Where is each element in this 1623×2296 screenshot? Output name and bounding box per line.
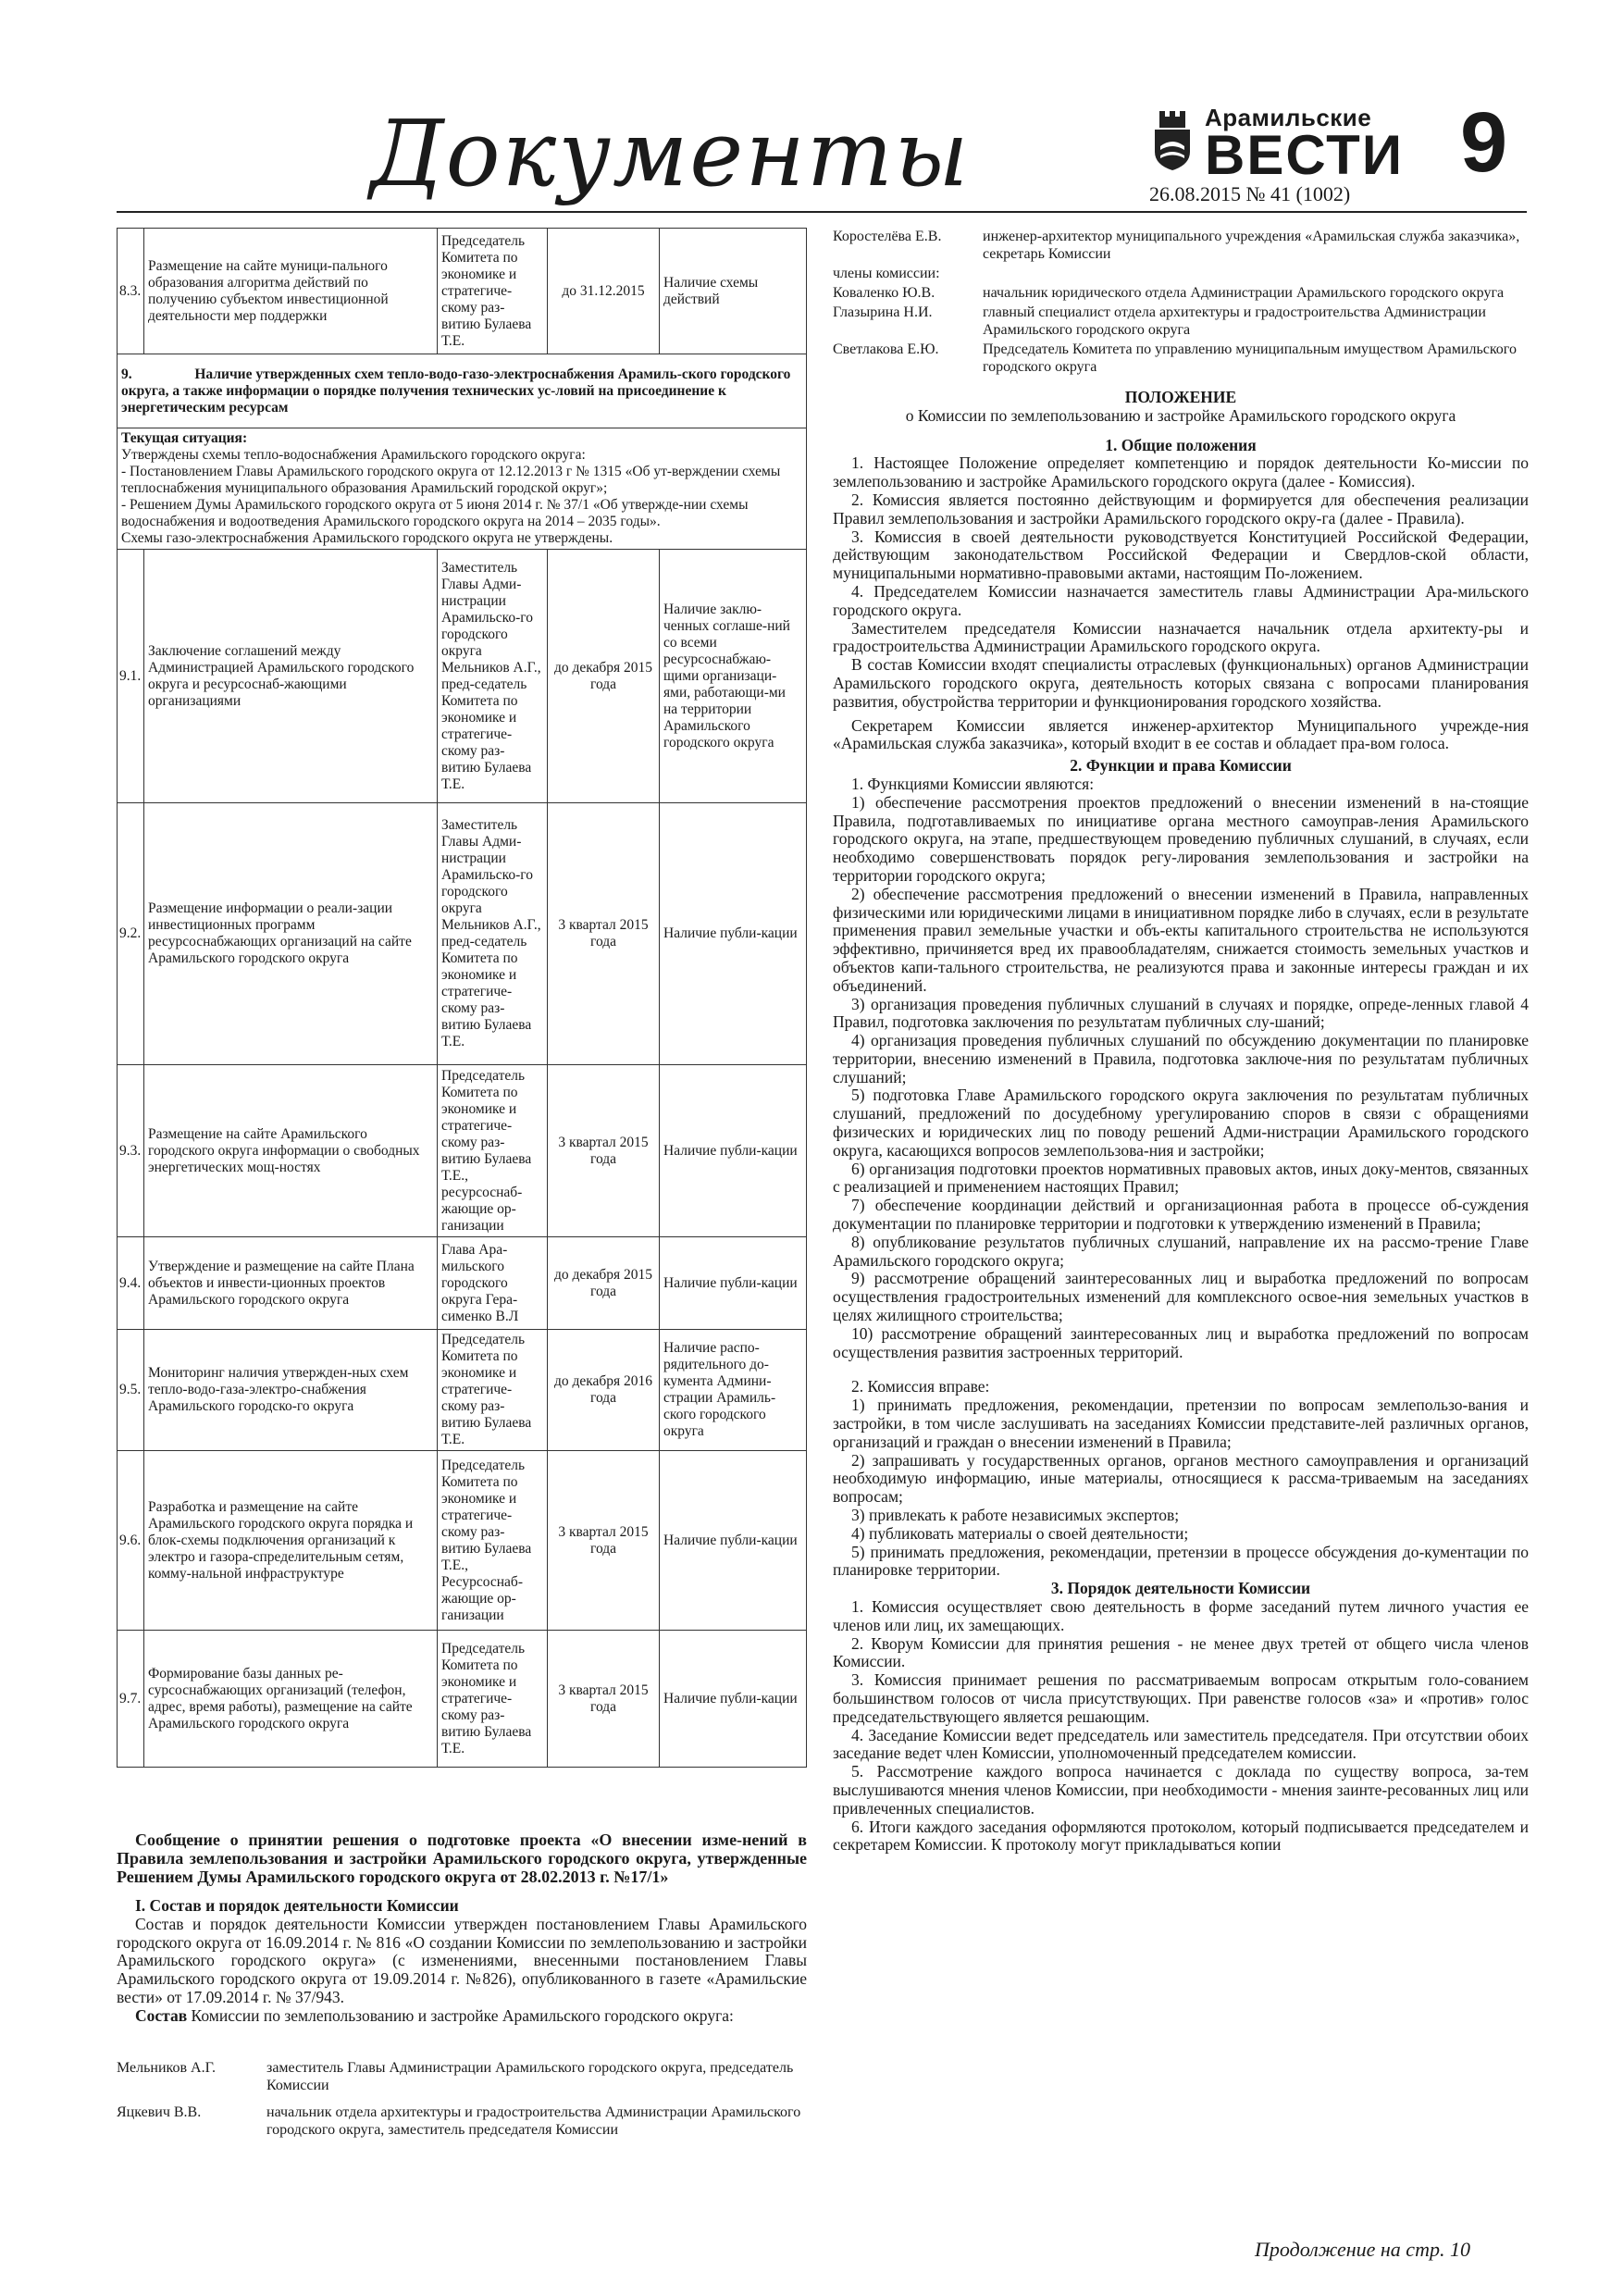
paragraph: 4) организация проведения публичных слушаний по обсуждению документации по планировке территории, внесению изменений в Правила, подготовка заключе-ния по результатам публичных слушаний; — [833, 1031, 1529, 1086]
row-responsible: Глава Ара-мильского городского округа Гера-сименко В.Л — [438, 1237, 548, 1330]
row-result: Наличие публи-кации — [660, 1237, 807, 1330]
situation-label: Текущая ситуация: — [121, 430, 248, 446]
paragraph: 1. Комиссия осуществляет свою деятельность в форме заседаний путем личного участия ее членов или лиц, их замещающих. — [833, 1597, 1529, 1634]
row-result: Наличие заклю-ченных соглаше-ний со всеми ресурсоснабжаю-щими организаци-ями, работающи-ми на территории Арамильского городского округа — [660, 550, 807, 803]
paragraph: 2. Комиссия вправе: — [851, 1377, 990, 1396]
table-row — [118, 803, 807, 1065]
row-number: 9.1. — [118, 550, 144, 803]
row-action: Формирование базы данных ре-сурсоснабжающих организаций (телефон, адрес, время работы), размещение на сайте Арамильского городского округа — [144, 1631, 438, 1768]
paragraph: 2) обеспечение рассмотрения предложений о внесении изменений в Правила, направленных физическими или юридическими лицами в инициативном порядке либо в случаях, если в результате применения правил земельные участки и объ-екты капитального строительства не используются эффективно, причиняется вред их правообладателям, снижается стоимость земельных участков и объектов капи-тального строительства, не реализуются права и законные интересы граждан и их объединений. — [833, 884, 1529, 995]
row-responsible: Заместитель Главы Адми-нистрации Арамильско-го городского округа Мельников А.Г., пред-седатель Комитета по экономике и стратегиче-скому раз-витию Булаева Т.Е. — [438, 550, 548, 803]
paragraph: 1. Функциями Комиссии являются: — [851, 774, 1095, 793]
header-divider — [117, 211, 1527, 213]
paragraph: 5. Рассмотрение каждого вопроса начинается с доклада по существу вопроса, за-тем выслушиваются мнения членов Комиссии, при необходимости - мнения заинте-ресованных лиц или привлеченных специалистов. — [833, 1762, 1529, 1818]
paragraph: 3. Комиссия принимает решения по рассматриваемым вопросам открытым голо-сованием большинством голосов от числа присутствующих. При равенстве голосов «за» и «против» голос председательствующего является решающим. — [833, 1670, 1529, 1726]
member-name: Коваленко Ю.В. — [833, 285, 935, 301]
row-responsible: Председатель Комитета по экономике и стратегиче-скому раз-витию Булаева Т.Е., ресурсоснаб-жающие ор-ганизации — [438, 1065, 548, 1237]
row-result: Наличие публи-кации — [660, 1065, 807, 1237]
section-title: Документы — [370, 102, 971, 207]
row-responsible: Председатель Комитета по экономике и стратегиче-скому раз-витию Булаева Т.Е. — [438, 229, 548, 354]
member-row — [833, 265, 1529, 282]
row-result: Наличие публи-кации — [660, 1631, 807, 1768]
paragraph: Секретарем Комиссии является инженер-архитектор Муниципального учрежде-ния «Арамильская служба заказчика», который входит в ее состав и обладает пра-вом голоса. — [833, 715, 1529, 753]
row-number: 9.2. — [118, 803, 144, 1065]
table-row — [118, 1330, 807, 1451]
paragraph: 2) запрашивать у государственных органов, органов местного самоуправления и организаций необходимую информацию, иные материалы, относящиеся к рассма-триваемым на заседаниях вопросам; — [833, 1450, 1529, 1507]
paragraph: 3) привлекать к работе независимых экспертов; — [851, 1506, 1180, 1525]
member-row — [117, 2059, 807, 2094]
composition-paragraph — [117, 2007, 807, 2026]
logo-top-text: Арамильские — [1205, 104, 1372, 131]
row-term: до декабря 2016 года — [548, 1330, 660, 1451]
situation-line: Схемы газо-электроснабжения Арамильского городского округа не утверждены. — [121, 530, 613, 546]
row-action: Разработка и размещение на сайте Арамильского городского округа порядка и блок-схемы подключения организаций к электро и газора-спределительным сетям, комму-нальной инфраструктуре — [144, 1451, 438, 1631]
row-term: до 31.12.2015 — [548, 229, 660, 354]
member-row — [833, 284, 1529, 302]
member-role: Председатель Комитета по управлению муниципальным имуществом Арамильского городского округа — [983, 341, 1517, 375]
composition-text: Комиссии по землепользованию и застройке Арамильского городского округа: — [187, 2005, 734, 2025]
table-row — [118, 229, 807, 354]
paragraph: 4. Председателем Комиссии назначается заместитель главы Администрации Ара-мильского городского округа. — [833, 581, 1529, 619]
paragraph: 1) принимать предложения, рекомендации, претензии по вопросам землепользо-вания и застройки, в том числе заслушивать на заседаниях Комиссии представите-лей различных органов, организаций и граждан о внесении изменений в Правила; — [833, 1396, 1529, 1451]
paragraph: 4) публиковать материалы о своей деятельности; — [851, 1523, 1189, 1543]
continued-on-page: Продолжение на стр. 10 — [1255, 2238, 1470, 2261]
paragraph: 7) обеспечение координации действий и организационная работа в процессе об-суждения документации по планировке территории и подготовки к утверждению изменений в Правила; — [833, 1196, 1529, 1234]
member-role: начальник юридического отдела Администрации Арамильского городского округа — [983, 285, 1505, 301]
situation-cell — [118, 428, 807, 550]
member-name: Яцкевич В.В. — [117, 2104, 202, 2120]
row-responsible: Председатель Комитета по экономике и стратегиче-скому раз-витию Булаева Т.Е. — [438, 1631, 548, 1768]
member-name: Мельников А.Г. — [117, 2059, 217, 2076]
paragraph: 1) обеспечение рассмотрения проектов предложений о внесении изменений в на-стоящие Правила, подготавливаемых по инициативе органа местного самоуправ-ления Арамильского городского округа, на этапе, предшествующем проведению публичных слушаний, в случаях, если необходимо совершенствовать порядок регу-лирования землепользования и застройки на территории городского округа; — [833, 792, 1529, 885]
plan-table — [117, 228, 807, 1768]
right-column — [833, 228, 1529, 1855]
issue-date: 26.08.2015 № 41 (1002) — [1149, 182, 1351, 205]
composition-label: Состав — [135, 2005, 188, 2025]
paragraph: 6) организация подготовки проектов нормативных правовых актов, иных доку-ментов, связанных с реализацией и применением настоящих Правил; — [833, 1159, 1529, 1197]
member-name: Коростелёва Е.В. — [833, 229, 942, 244]
table-row — [118, 1065, 807, 1237]
row-number: 9.5. — [118, 1330, 144, 1451]
section-heading-text: Наличие утвержденных схем тепло-водо-газо-электроснабжения Арамиль-ского городского округа, а также информации о порядке получения технических ус-ловий на присоединение к энергетическим ресурсам — [121, 366, 791, 416]
notice-heading: Сообщение о принятии решения о подготовке проекта «О внесении изме-нений в Правила землепользования и застройки Арамильского городского округа, утвержденные Решением Думы Арамильского городского округа от 28.02.2013 г. №17/1» — [117, 1831, 807, 1886]
row-result: Наличие публи-кации — [660, 803, 807, 1065]
row-action: Заключение соглашений между Администрацией Арамильского городского округа и ресурсоснаб-жающими организациями — [144, 550, 438, 803]
regulation-title: ПОЛОЖЕНИЕ — [1124, 388, 1237, 406]
row-term: до декабря 2015 года — [548, 1237, 660, 1330]
notice-paragraph: Состав и порядок деятельности Комиссии утвержден постановлением Главы Арамильского городского округа от 16.09.2014 г. № 816 «О создании Комиссии по землепользованию и застройки Арамильского городского округа» (с изменениями, внесенными постановлением Главы Арамильского городского округа от 19.09.2014 г. №826), опубликованного в газете «Арамильские вести» от 17.09.2014 г. № 37/943. — [117, 1914, 807, 2006]
table-row — [118, 1631, 807, 1768]
row-action: Размещение на сайте Арамильского городского округа информации о свободных энергетических мощ-ностях — [144, 1065, 438, 1237]
situation-line: - Постановлением Главы Арамильского городского округа от 12.12.2013 г № 1315 «Об ут-верждении схемы теплоснабжения муниципального образования Арамильский городской округ»; — [121, 464, 781, 496]
paragraph: 5) принимать предложения, рекомендации, претензии в процессе обсуждения до-кументации по планировке территории. — [833, 1542, 1529, 1580]
member-row — [833, 341, 1529, 376]
section-1-title: 1. Общие положения — [1105, 435, 1257, 454]
paragraph: 6. Итоги каждого заседания оформляются протоколом, который подписывается председателем и секретарем Комиссии. К протоколу могут прикладываться копии — [833, 1817, 1529, 1855]
row-term: 3 квартал 2015 года — [548, 1065, 660, 1237]
paragraph: 3) организация проведения публичных слушаний в случаях и порядке, опреде-ленных главой 4 Правил, подготовка заключения по результатам публичных слу-шаний; — [833, 994, 1529, 1032]
paragraph: В состав Комиссии входят специалисты отраслевых (функциональных) органов Администрации Арамильского городского округа, деятельность которых связана с вопросами планирования развития, обустройства территории и функционирования городского хозяйства. — [833, 655, 1529, 711]
page-number: 9 — [1460, 95, 1508, 190]
situation-line: - Решением Думы Арамильского городского округа от 5 июня 2014 г. № 37/1 «Об утвержде-нии схемы водоснабжения и водоотведения Арамильского городского округа на 2014 – 2035 годы». — [121, 497, 749, 529]
row-action: Утверждение и размещение на сайте Плана объектов и инвести-ционных проектов Арамильского городского округа — [144, 1237, 438, 1330]
members-list — [117, 2059, 807, 2139]
paragraph: 5) подготовка Главе Арамильского городского округа заключения по результатам публичных слушаний, предложений по досудебному урегулированию споров в связи с обращениями физических и юридических лиц по поводу решений Адми-нистрации Арамильского городского округа, касающихся вопросов землепользова-ния и застройки; — [833, 1086, 1529, 1160]
paragraph: 9) рассмотрение обращений заинтересованных лиц и выработка предложений по вопросам осуществления градостроительных изменений для комплексного освое-ния земельных участков в целях жилищного строительства; — [833, 1269, 1529, 1325]
section-heading — [118, 354, 807, 428]
paragraph: 8) опубликование результатов публичных слушаний, направление их на рассмо-трение Главе Арамильского городского округа; — [833, 1232, 1529, 1270]
section-heading-row — [118, 354, 807, 428]
situation-line: Утверждены схемы тепло-водоснабжения Арамильского городского округа: — [121, 447, 586, 463]
member-name: Глазырина Н.И. — [833, 304, 933, 320]
section-3-title: 3. Порядок деятельности Комиссии — [1050, 1579, 1311, 1598]
section-heading-number: 9. — [121, 366, 132, 382]
member-row — [117, 2104, 807, 2139]
row-action: Мониторинг наличия утвержден-ных схем тепло-водо-газа-электро-снабжения Арамильского городско-го округа — [144, 1330, 438, 1451]
row-term: 3 квартал 2015 года — [548, 1451, 660, 1631]
member-name: члены комиссии: — [833, 266, 940, 281]
paragraph: 2. Комиссия является постоянно действующим и формируется для обеспечения реализации Правил землепользования и застройки Арамильского городского окру-га (далее - Правила). — [833, 490, 1529, 527]
situation-row — [118, 428, 807, 550]
table-row — [118, 1237, 807, 1330]
paragraph: Заместителем председателя Комиссии назначается начальник отдела архитекту-ры и градостроительства Администрации Арамильского городского округа. — [833, 618, 1529, 656]
notice-block — [117, 1831, 807, 2139]
crest-icon — [1151, 109, 1194, 172]
member-name: Светлакова Е.Ю. — [833, 341, 939, 357]
member-role: главный специалист отдела архитектуры и градостроительства Администрации Арамильского городского округа — [983, 304, 1486, 338]
member-role: начальник отдела архитектуры и градостроительства Администрации Арамильского городского округа, заместитель председателя Комиссии — [266, 2104, 801, 2138]
row-number: 9.7. — [118, 1631, 144, 1768]
row-number: 8.3. — [118, 229, 144, 354]
member-row — [833, 228, 1529, 263]
row-number: 9.3. — [118, 1065, 144, 1237]
member-role: инженер-архитектор муниципального учреждения «Арамильская служба заказчика», секретарь Комиссии — [983, 229, 1520, 262]
paragraph: 3. Комиссия в своей деятельности руководствуется Конституцией Российской Федерации, действующим законодательством Российской Федерации и Свердлов-ской области, муниципальными нормативно-правовыми актами, настоящим По-ложением. — [833, 527, 1529, 583]
logo-main-text: ВЕСТИ — [1205, 124, 1404, 186]
notice-subheading: I. Состав и порядок деятельности Комиссии — [135, 1896, 459, 1915]
row-action: Размещение информации о реали-зации инвестиционных программ ресурсоснабжающих организаций на сайте Арамильского городского округа — [144, 803, 438, 1065]
row-result: Наличие публи-кации — [660, 1451, 807, 1631]
table-row — [118, 550, 807, 803]
member-row — [833, 304, 1529, 339]
row-term: до декабря 2015 года — [548, 550, 660, 803]
row-term: 3 квартал 2015 года — [548, 1631, 660, 1768]
row-responsible: Председатель Комитета по экономике и стратегиче-скому раз-витию Булаева Т.Е., Ресурсоснаб-жающие ор-ганизации — [438, 1451, 548, 1631]
row-responsible: Заместитель Главы Адми-нистрации Арамильско-го городского округа Мельников А.Г., пред-седатель Комитета по экономике и стратегиче-скому раз-витию Булаева Т.Е. — [438, 803, 548, 1065]
regulation-subtitle: о Комиссии по землепользованию и застройке Арамильского городского округа — [905, 405, 1456, 425]
paragraph: 2. Кворум Комиссии для принятия решения - не менее двух третей от общего числа членов Комиссии. — [833, 1633, 1529, 1671]
paragraph: 4. Заседание Комиссии ведет председатель или заместитель председателя. При отсутствии обоих заседание ведет член Комиссии, уполномоченный председателем комиссии. — [833, 1725, 1529, 1763]
row-result: Наличие схемы действий — [660, 229, 807, 354]
paragraph: 1. Настоящее Положение определяет компетенцию и порядок деятельности Ко-миссии по землепользованию и застройке Арамильского городского округа (далее - Комиссия). — [833, 453, 1529, 491]
table-row — [118, 1451, 807, 1631]
commission-members — [833, 228, 1529, 376]
row-term: 3 квартал 2015 года — [548, 803, 660, 1065]
row-responsible: Председатель Комитета по экономике и стратегиче-скому раз-витию Булаева Т.Е. — [438, 1330, 548, 1451]
row-number: 9.6. — [118, 1451, 144, 1631]
row-result: Наличие распо-рядительного до-кумента Админи-страции Арамиль-ского городского округа — [660, 1330, 807, 1451]
section-2-title: 2. Функции и права Комиссии — [1070, 756, 1292, 776]
row-number: 9.4. — [118, 1237, 144, 1330]
paragraph: 10) рассмотрение обращений заинтересованных лиц и выработка предложений по вопросам осуществления развития застроенных территорий. — [833, 1323, 1529, 1361]
member-role — [983, 265, 1529, 282]
member-role: заместитель Главы Администрации Арамильского городского округа, председатель Комиссии — [266, 2059, 794, 2093]
row-action: Размещение на сайте муници-пального образования алгоритма действий по получению субъектом инвестиционной деятельности мер поддержки — [144, 229, 438, 354]
